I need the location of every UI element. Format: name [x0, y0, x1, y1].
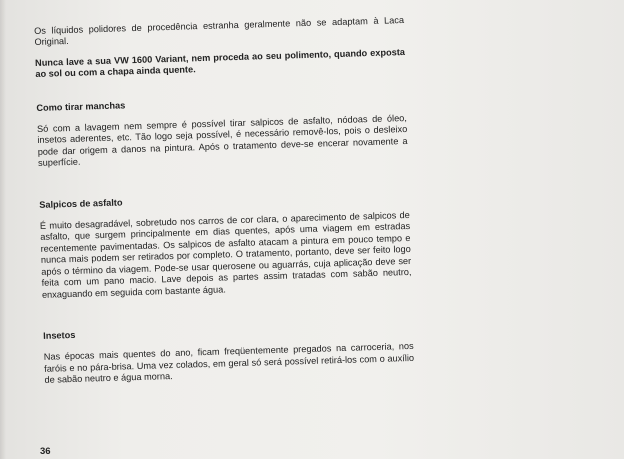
section-heading-insects: Insetos	[43, 329, 76, 341]
warning-paragraph: Nunca lave a sua VW 1600 Variant, nem proceda ao seu polimento, quando exposta ao sol ou com a chapa ainda quente.	[34, 46, 406, 80]
section-text-stains: Só com a lavagem nem sempre é possível tirar salpicos de asfalto, nódoas de óleo, insetos aderentes, etc. Tão logo seja possível, é necessário removê-los, pois o desleixo pode dar origem a danos na pintura. Após o tratamento deve-se encerar novamente a superfície.	[36, 113, 408, 169]
section-heading-asphalt: Salpicos de asfalto	[39, 197, 123, 210]
section-heading-stains: Como tirar manchas	[36, 99, 126, 113]
intro-paragraph: Os líquidos polidores de procedência estranha geralmente não se adaptam à Laca Original.	[34, 15, 405, 48]
scan-shadow	[0, 0, 6, 459]
section-text-insects: Nas épocas mais quentes do ano, ficam freqüentemente pregados na carroceria, nos faróis e no pára-brisa. Uma vez colados, em geral só será possível retirá-los com o auxílio de sabão neutro e água morna.	[43, 341, 415, 385]
page-content	[34, 15, 415, 386]
section-text-asphalt: É muito desagradável, sobretudo nos carros de cor clara, o aparecimento de salpicos de asfalto, que surgem principalmente em dias quentes, após uma viagem em estradas recentemente pavimentadas. Os salpicos de asfalto atacam a pintura em pouco tempo e nunca mais podem ser retirados por completo. O tratamento, portanto, deve ser feito logo após o término da viagem. Pode-se usar querosene ou aguarrás, cuja aplicação deve ser feita com um pano macio. Lave depois as partes assim tratadas com sabão neutro, enxaguando em seguida com bastante água.	[39, 210, 412, 300]
page-number: 36	[40, 446, 51, 457]
